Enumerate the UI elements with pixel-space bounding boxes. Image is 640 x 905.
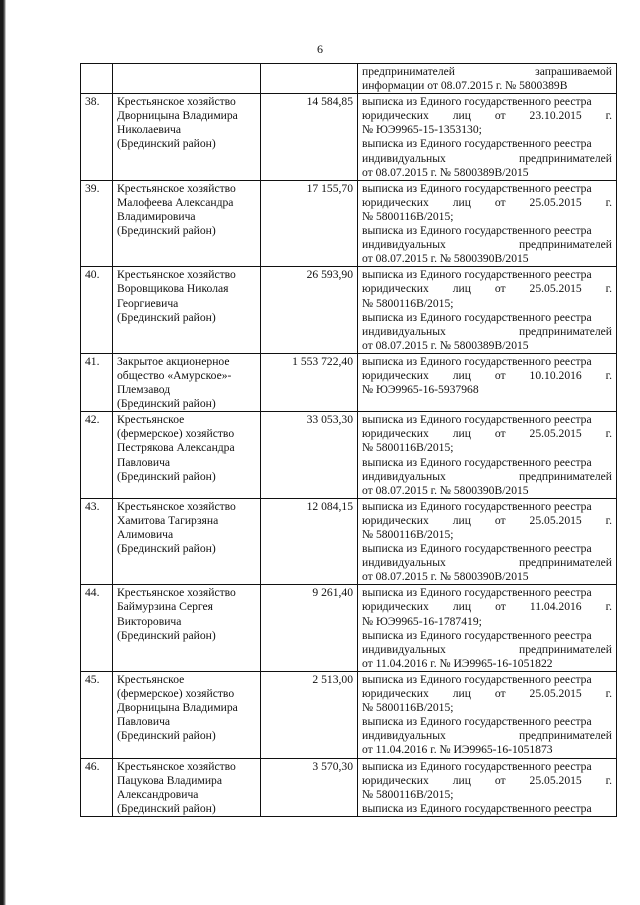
doc-line: индивидуальных предпринимателей <box>362 642 612 656</box>
table-row-continuation <box>81 64 617 94</box>
table-row <box>81 412 617 499</box>
doc-line: выписка из Единого государственного реестра <box>362 499 592 513</box>
name-line: (фермерское) хозяйство <box>117 687 235 701</box>
doc-line: индивидуальных предпринимателей <box>362 238 612 252</box>
table-row <box>81 353 617 411</box>
table-row <box>81 498 617 585</box>
row-name-cell <box>113 94 261 181</box>
name-line: Баймурзина Сергея <box>117 600 214 614</box>
table-row <box>81 180 617 267</box>
doc-line: выписка из Единого государственного реестра <box>362 268 592 282</box>
name-line: Крестьянское хозяйство <box>117 586 236 600</box>
name-line: Викторовича <box>117 614 182 628</box>
doc-line: индивидуальных предпринимателей <box>362 469 612 483</box>
row-sum: 9 261,40 <box>261 585 358 672</box>
doc-line: № 5800116В/2015; <box>362 787 454 801</box>
registry-table-body <box>81 64 617 817</box>
name-line: (Брединский район) <box>117 628 216 642</box>
name-line: (Брединский район) <box>117 729 216 743</box>
doc-line: выписка из Единого государственного реестра <box>362 137 592 151</box>
row-name-cell <box>113 671 261 758</box>
doc-line: юридических лиц от 25.05.2015 г. <box>362 282 612 296</box>
name-line: (Брединский район) <box>117 310 216 324</box>
doc-line: от 08.07.2015 г. № 5800390В/2015 <box>362 483 529 497</box>
doc-line: выписка из Единого государственного реестра <box>362 95 592 109</box>
doc-line: индивидуальных предпринимателей <box>362 151 612 165</box>
name-line: Александровича <box>117 787 199 801</box>
name-line: Крестьянское <box>117 672 185 686</box>
name-line: Хамитова Тагирзяна <box>117 513 219 527</box>
row-name-cell <box>113 412 261 499</box>
doc-line: № 5800116В/2015; <box>362 528 454 541</box>
row-name-cell <box>113 267 261 354</box>
doc-line: выписка из Единого государственного реестра <box>362 413 592 427</box>
doc-line: от 08.07.2015 г. № 5800390В/2015 <box>362 252 529 266</box>
name-line: (Брединский район) <box>117 224 216 238</box>
row-number: 46. <box>81 758 113 816</box>
row-name-cell <box>113 498 261 585</box>
name-line: (Брединский район) <box>117 397 216 411</box>
row-docs-cell <box>358 94 617 181</box>
page-number: 6 <box>317 42 323 56</box>
name-line: Закрытое акционерное <box>117 354 230 368</box>
name-line: Крестьянское хозяйство <box>117 95 236 109</box>
name-line: (Брединский район) <box>117 469 216 483</box>
row-sum: 2 513,00 <box>261 671 358 758</box>
row-sum: 33 053,30 <box>261 412 358 499</box>
name-line: Крестьянское хозяйство <box>117 268 236 282</box>
name-line: Пацукова Владимира <box>117 773 222 787</box>
row-docs-cell <box>358 585 617 672</box>
doc-line: от 08.07.2015 г. № 5800389В/2015 <box>362 165 529 179</box>
row-sum-cell <box>261 64 358 94</box>
doc-line: индивидуальных предпринимателей <box>362 324 612 338</box>
doc-line: выписка из Единого государственного реестра <box>362 224 592 238</box>
doc-line: юридических лиц от 23.10.2015 г. <box>362 109 612 123</box>
row-number: 41. <box>81 353 113 411</box>
row-name-cell <box>113 64 261 94</box>
doc-line: № ЮЭ9965-16-1787419; <box>362 614 482 628</box>
doc-line: юридических лиц от 25.05.2015 г. <box>362 513 612 527</box>
doc-line: юридических лиц от 10.10.2016 г. <box>362 368 612 382</box>
doc-line: выписка из Единого государственного реестра <box>362 310 592 324</box>
row-number: 45. <box>81 671 113 758</box>
doc-line: юридических лиц от 25.05.2015 г. <box>362 427 612 441</box>
table-row <box>81 671 617 758</box>
row-sum: 3 570,30 <box>261 758 358 816</box>
doc-line: № 5800116В/2015; <box>362 209 454 223</box>
doc-line: выписка из Единого государственного реестра <box>362 542 592 556</box>
row-docs-cell <box>358 412 617 499</box>
name-line: общество «Амурское»- <box>117 368 232 382</box>
row-number: 44. <box>81 585 113 672</box>
name-line: Крестьянское хозяйство <box>117 181 236 195</box>
doc-line: № 5800116В/2015; <box>362 701 454 715</box>
name-line: (Брединский район) <box>117 542 216 556</box>
table-row <box>81 267 617 354</box>
name-line: (фермерское) хозяйство <box>117 427 235 441</box>
name-line: Малофеева Александра <box>117 195 234 209</box>
doc-line: юридических лиц от 25.05.2015 г. <box>362 687 612 701</box>
name-line: Пестрякова Александра <box>117 441 235 455</box>
table-row <box>81 758 617 816</box>
row-name-cell <box>113 353 261 411</box>
name-line: Дворницына Владимира <box>117 109 238 123</box>
name-line: (Брединский район) <box>117 801 216 815</box>
doc-line: индивидуальных предпринимателей <box>362 729 612 743</box>
doc-line: выписка из Единого государственного реестра <box>362 586 592 600</box>
row-docs-cell <box>358 64 617 94</box>
name-line: Крестьянское хозяйство <box>117 499 236 513</box>
doc-line: выписка из Единого государственного реестра <box>362 759 592 773</box>
doc-line: юридических лиц от 25.05.2015 г. <box>362 195 612 209</box>
doc-line: № ЮЭ9965-16-5937968 <box>362 383 479 397</box>
doc-line: № ЮЭ9965-15-1353130; <box>362 123 482 137</box>
name-line: Павловича <box>117 715 171 729</box>
doc-line: выписка из Единого государственного реестра <box>362 628 592 642</box>
row-number: 39. <box>81 180 113 267</box>
name-line: Крестьянское <box>117 413 185 427</box>
doc-line: от 08.07.2015 г. № 5800390В/2015 <box>362 570 529 584</box>
row-docs-cell <box>358 353 617 411</box>
row-number: 42. <box>81 412 113 499</box>
doc-line: от 08.07.2015 г. № 5800389В/2015 <box>362 338 529 352</box>
row-number: 43. <box>81 498 113 585</box>
doc-line: № 5800116В/2015; <box>362 441 454 455</box>
row-name-cell <box>113 758 261 816</box>
table-row <box>81 585 617 672</box>
name-line: Племзавод <box>117 383 171 397</box>
doc-line: выписка из Единого государственного реестра <box>362 455 592 469</box>
row-docs-cell <box>358 671 617 758</box>
doc-line: выписка из Единого государственного реестра <box>362 181 592 195</box>
table-row <box>81 94 617 181</box>
name-line: Воровщикова Николая <box>117 282 229 296</box>
registry-table <box>80 63 617 817</box>
doc-line: от 11.04.2016 г. № ИЭ9965-16-1051822 <box>362 656 553 670</box>
row-number: 40. <box>81 267 113 354</box>
name-line: Владимировича <box>117 209 196 223</box>
row-sum: 12 084,15 <box>261 498 358 585</box>
name-line: Павловича <box>117 455 171 469</box>
doc-line: юридических лиц от 25.05.2015 г. <box>362 773 612 787</box>
doc-line: от 11.04.2016 г. № ИЭ9965-16-1051873 <box>362 743 553 757</box>
name-line: Алимовича <box>117 528 174 541</box>
doc-line: выписка из Единого государственного реестра <box>362 715 592 729</box>
row-name-cell <box>113 180 261 267</box>
row-docs-cell <box>358 267 617 354</box>
row-docs-cell <box>358 758 617 816</box>
doc-line: выписка из Единого государственного реестра <box>362 801 592 815</box>
name-line: (Брединский район) <box>117 137 216 151</box>
row-sum: 14 584,85 <box>261 94 358 181</box>
name-line: Георгиевича <box>117 296 179 310</box>
doc-line: выписка из Единого государственного реестра <box>362 672 592 686</box>
row-docs-cell <box>358 180 617 267</box>
name-line: Николаевича <box>117 123 181 137</box>
name-line: Крестьянское хозяйство <box>117 759 236 773</box>
doc-line: выписка из Единого государственного реестра <box>362 354 592 368</box>
scan-edge <box>0 0 6 905</box>
row-docs-cell <box>358 498 617 585</box>
row-name-cell <box>113 585 261 672</box>
doc-line: юридических лиц от 11.04.2016 г. <box>362 600 612 614</box>
row-sum: 1 553 722,40 <box>261 353 358 411</box>
row-sum: 17 155,70 <box>261 180 358 267</box>
doc-line: информации от 08.07.2015 г. № 5800389В <box>362 79 568 93</box>
row-number: 38. <box>81 94 113 181</box>
doc-line: предпринимателей запрашиваемой <box>362 65 612 78</box>
doc-line: № 5800116В/2015; <box>362 296 454 310</box>
row-number-cell <box>81 64 113 94</box>
row-sum: 26 593,90 <box>261 267 358 354</box>
doc-line: индивидуальных предпринимателей <box>362 556 612 570</box>
name-line: Дворницына Владимира <box>117 701 238 715</box>
